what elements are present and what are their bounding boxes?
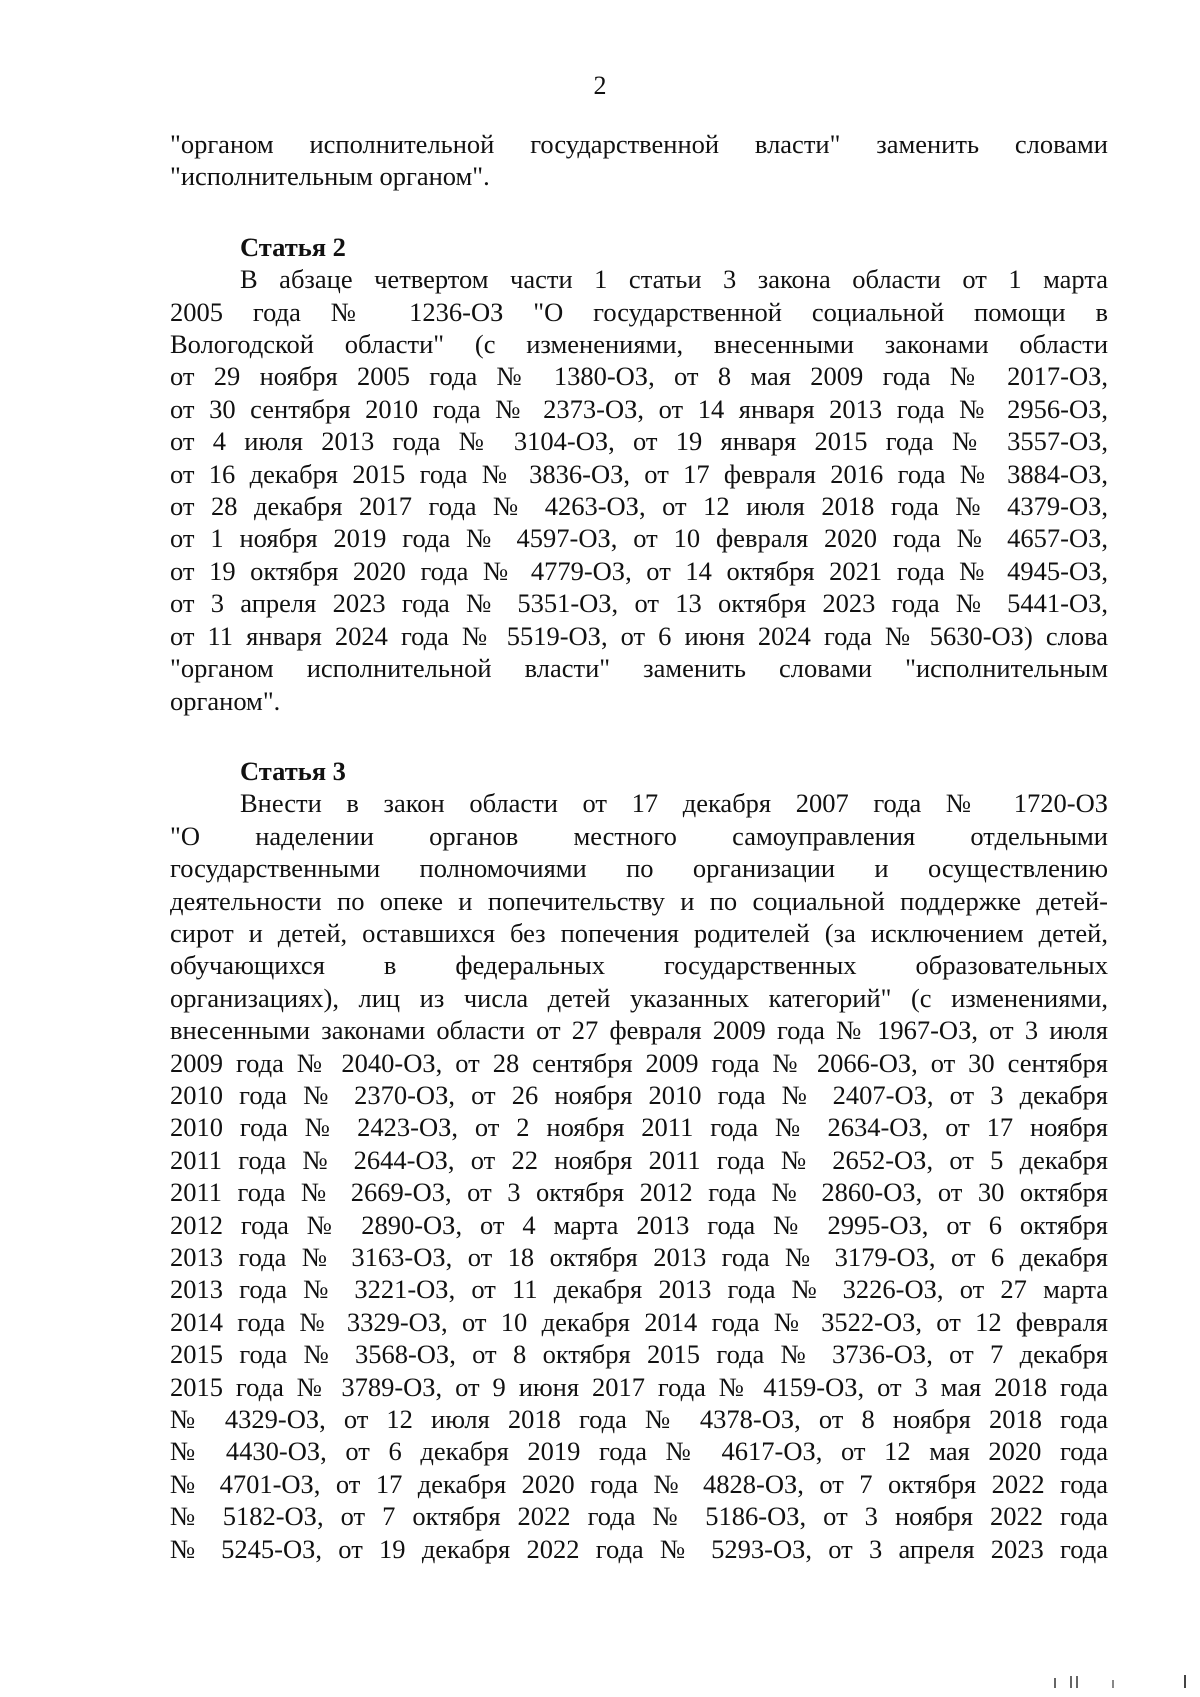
text-line: 2005 года № 1236-ОЗ "О государственной социальной помощи в — [170, 296, 1108, 327]
text-line: от 30 сентября 2010 года № 2373-ОЗ, от 14 января 2013 года № 2956-ОЗ, — [170, 393, 1108, 424]
text-line: 2013 года № 3221-ОЗ, от 11 декабря 2013 года № 3226-ОЗ, от 27 марта — [170, 1274, 1108, 1305]
text-line: от 19 октября 2020 года № 4779-ОЗ, от 14 октября 2021 года № 4945-ОЗ, — [170, 555, 1108, 586]
text-line: "органом исполнительной государственной власти" заменить словами — [170, 129, 1108, 159]
text-line: от 28 декабря 2017 года № 4263-ОЗ, от 12 июля 2018 года № 4379-ОЗ, — [170, 491, 1108, 522]
text-line: № 4701-ОЗ, от 17 декабря 2020 года № 4828-ОЗ, от 7 октября 2022 года — [170, 1468, 1108, 1499]
text-line: 2009 года № 2040-ОЗ, от 28 сентября 2009 года № 2066-ОЗ, от 30 сентября — [170, 1047, 1108, 1078]
text-line: от 16 декабря 2015 года № 3836-ОЗ, от 17 февраля 2016 года № 3884-ОЗ, — [170, 458, 1108, 489]
text-line: 2011 года № 2644-ОЗ, от 22 ноября 2011 года № 2652-ОЗ, от 5 декабря — [170, 1144, 1108, 1175]
text-line: "О наделении органов местного самоуправления отдельными — [170, 820, 1108, 851]
text-line: № 4329-ОЗ, от 12 июля 2018 года № 4378-ОЗ, от 8 ноября 2018 года — [170, 1404, 1108, 1435]
text-line: внесенными законами области от 27 февраля 2009 года № 1967-ОЗ, от 3 июля — [170, 1015, 1108, 1046]
text-line: № 5182-ОЗ, от 7 октября 2022 года № 5186-ОЗ, от 3 ноября 2022 года — [170, 1501, 1108, 1532]
text-line: государственными полномочиями по организации и осуществлению — [170, 853, 1108, 884]
text-line: В абзаце четвертом части 1 статьи 3 закона области от 1 марта — [240, 264, 1108, 295]
article-3 — [170, 755, 1108, 1565]
text-line: 2015 года № 3568-ОЗ, от 8 октября 2015 года № 3736-ОЗ, от 7 декабря — [170, 1339, 1108, 1370]
paragraph-gap — [170, 717, 1108, 755]
text-line: от 29 ноября 2005 года № 1380-ОЗ, от 8 мая 2009 года № 2017-ОЗ, — [170, 361, 1108, 392]
article-2 — [170, 231, 1108, 717]
text-line: 2013 года № 3163-ОЗ, от 18 октября 2013 года № 3179-ОЗ, от 6 декабря — [170, 1242, 1108, 1272]
text-line: обучающихся в федеральных государственных образовательных — [170, 950, 1108, 981]
text-line: № 5245-ОЗ, от 19 декабря 2022 года № 5293-ОЗ, от 3 апреля 2023 года — [170, 1533, 1108, 1564]
text-line: 2012 года № 2890-ОЗ, от 4 марта 2013 года № 2995-ОЗ, от 6 октября — [170, 1209, 1108, 1240]
scan-edge-marks — [1052, 1674, 1192, 1691]
paragraph-gap — [170, 193, 1108, 231]
document-body — [170, 128, 1108, 1565]
text-line: от 11 января 2024 года № 5519-ОЗ, от 6 июня 2024 года № 5630-ОЗ) слова — [170, 620, 1108, 651]
text-line: организациях), лиц из числа детей указанных категорий" (с изменениями, — [170, 982, 1108, 1013]
text-line: 2015 года № 3789-ОЗ, от 9 июня 2017 года № 4159-ОЗ, от 3 мая 2018 года — [170, 1371, 1108, 1402]
text-line: от 1 ноября 2019 года № 4597-ОЗ, от 10 февраля 2020 года № 4657-ОЗ, — [170, 523, 1108, 554]
page-number: 2 — [593, 71, 607, 100]
text-line: 2014 года № 3329-ОЗ, от 10 декабря 2014 года № 3522-ОЗ, от 12 февраля — [170, 1306, 1108, 1337]
text-line: от 4 июля 2013 года № 3104-ОЗ, от 19 января 2015 года № 3557-ОЗ, — [170, 426, 1108, 457]
text-line: от 3 апреля 2023 года № 5351-ОЗ, от 13 октября 2023 года № 5441-ОЗ, — [170, 588, 1108, 619]
article-heading: Статья 2 — [240, 231, 346, 262]
text-line: 2011 года № 2669-ОЗ, от 3 октября 2012 года № 2860-ОЗ, от 30 октября — [170, 1177, 1108, 1208]
text-line: "органом исполнительной власти" заменить словами "исполнительным — [170, 653, 1108, 684]
text-line: 2010 года № 2423-ОЗ, от 2 ноября 2011 года № 2634-ОЗ, от 17 ноября — [170, 1112, 1108, 1143]
article-heading: Статья 3 — [240, 755, 346, 786]
intro-paragraph — [170, 128, 1108, 193]
text-line: сирот и детей, оставшихся без попечения родителей (за исключением детей, — [170, 917, 1108, 948]
text-line: органом". — [170, 685, 281, 716]
text-line: Вологодской области" (с изменениями, внесенными законами области — [170, 329, 1108, 360]
text-line: Внести в закон области от 17 декабря 2007 года № 1720-ОЗ — [240, 788, 1108, 819]
text-line: 2010 года № 2370-ОЗ, от 26 ноября 2010 года № 2407-ОЗ, от 3 декабря — [170, 1079, 1108, 1110]
text-line: деятельности по опеке и попечительству и по социальной поддержке детей- — [170, 885, 1108, 916]
text-line: "исполнительным органом". — [170, 161, 490, 192]
text-line: № 4430-ОЗ, от 6 декабря 2019 года № 4617-ОЗ, от 12 мая 2020 года — [170, 1436, 1108, 1467]
scan-artifact-icon — [1052, 1674, 1192, 1688]
